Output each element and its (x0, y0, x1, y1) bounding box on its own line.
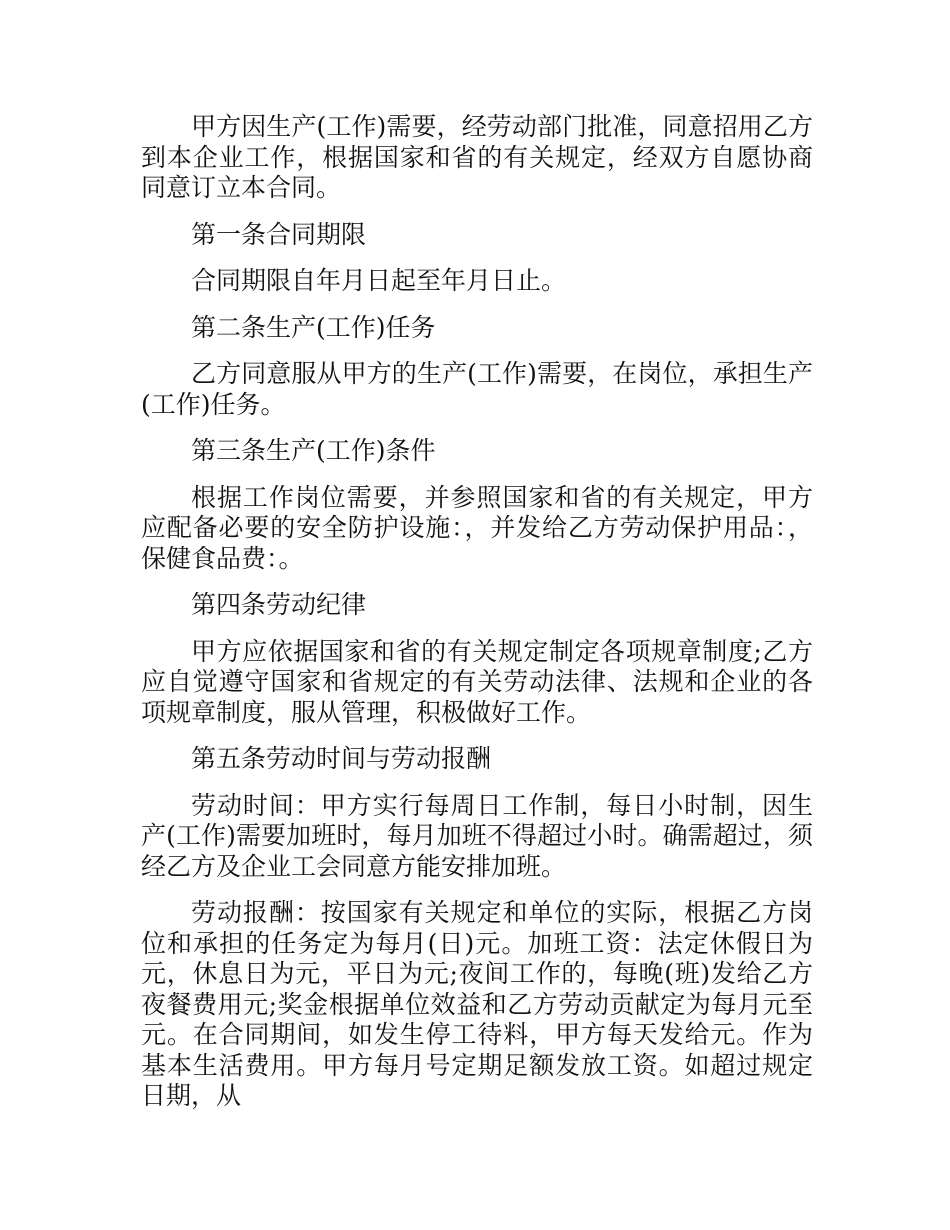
article-4-heading: 第四条劳动纪律 (191, 590, 367, 619)
article-5-heading: 第五条劳动时间与劳动报酬 (191, 744, 492, 773)
article-4-paragraph: 甲方应依据国家和省的有关规定制定各项规章制度;乙方应自觉遵守国家和省规定的有关劳动法律、法规和企业的各项规章制度，服从管理，积极做好工作。 (141, 636, 813, 727)
article-1-heading: 第一条合同期限 (191, 219, 367, 249)
working-hours-paragraph: 劳动时间：甲方实行每周日工作制，每日小时制，因生产(工作)需要加班时，每月加班不得超过小时。确需超过，须经乙方及企业工会同意方能安排加班。 (141, 790, 813, 881)
remuneration-paragraph: 劳动报酬：按国家有关规定和单位的实际，根据乙方岗位和承担的任务定为每月(日)元。加班工资：法定休假日为元，休息日为元，平日为元;夜间工作的，每晚(班)发给乙方夜餐费用元;奖金根据单位效益和乙方劳动贡献定为每月元至元。在合同期间，如发生停工待料，甲方每天发给元。作为基本生活费用。甲方每月号定期足额发放工资。如超过规定日期，从 (141, 898, 813, 1110)
article-1-paragraph: 合同期限自年月日起至年月日止。 (191, 266, 567, 295)
document-body (141, 112, 813, 1128)
article-2-heading: 第二条生产(工作)任务 (191, 312, 436, 342)
article-3-heading: 第三条生产(工作)条件 (191, 436, 436, 465)
article-3-paragraph: 根据工作岗位需要，并参照国家和省的有关规定，甲方应配备必要的安全防护设施：，并发给乙方劳动保护用品：，保健食品费：。 (141, 482, 813, 573)
preamble-paragraph: 甲方因生产(工作)需要，经劳动部门批准，同意招用乙方到本企业工作，根据国家和省的有关规定，经双方自愿协商同意订立本合同。 (141, 112, 813, 202)
article-2-paragraph: 乙方同意服从甲方的生产(工作)需要，在岗位，承担生产(工作)任务。 (141, 359, 813, 419)
